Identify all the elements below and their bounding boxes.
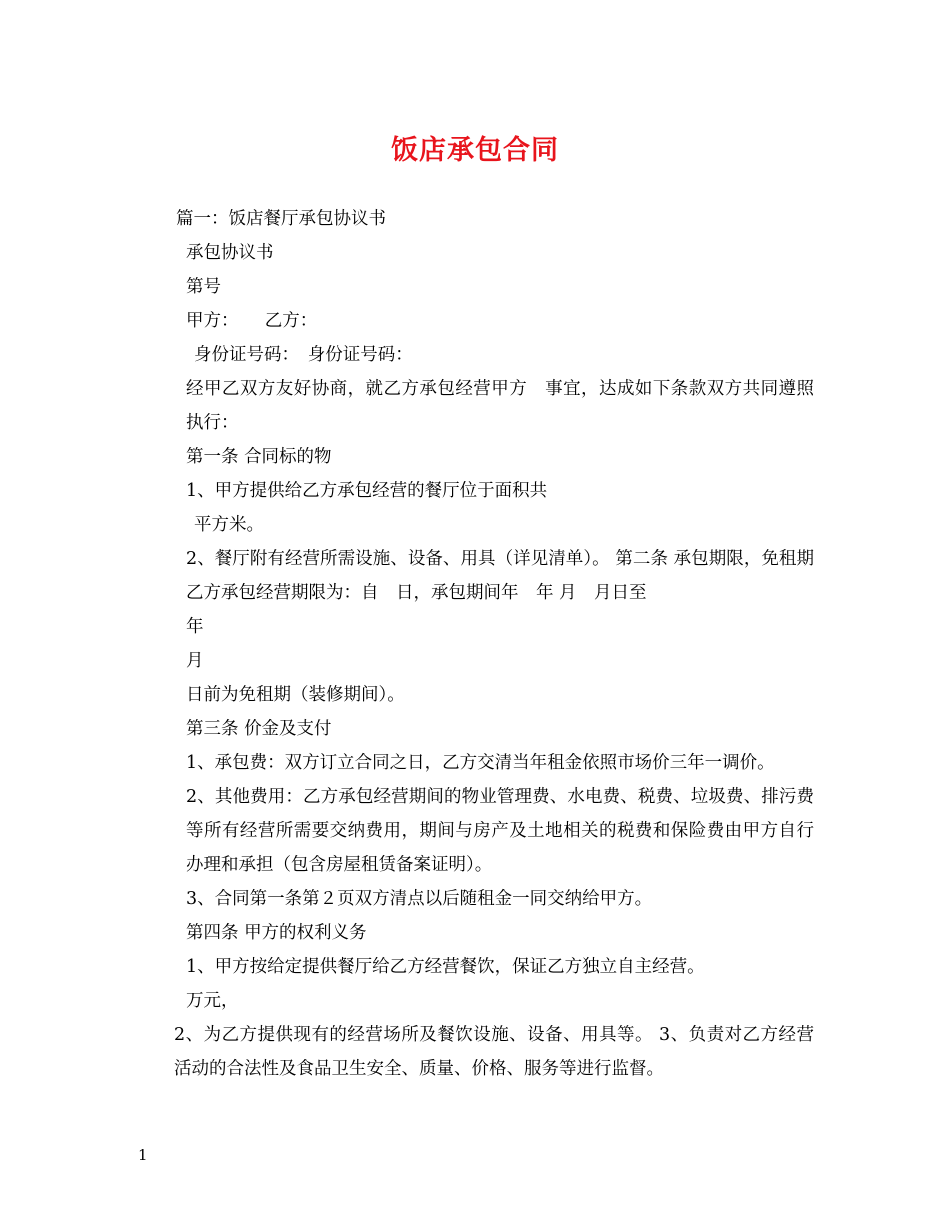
- page-number: 1: [138, 1146, 148, 1164]
- clause: 3、合同第一条第２页双方清点以后随租金一同交纳给甲方。: [186, 889, 653, 909]
- clause: 1、甲方按给定提供餐厅给乙方经营餐饮，保证乙方独立自主经营。: [186, 957, 705, 977]
- clause: 1、承包费：双方订立合同之日，乙方交清当年租金依照市场价三年一调价。: [186, 753, 775, 773]
- section-heading: 篇一：饭店餐厅承包协议书: [176, 209, 386, 229]
- document-body: [138, 202, 814, 1086]
- paragraph: 万元，: [186, 991, 239, 1011]
- paragraph: 承包协议书: [186, 243, 274, 263]
- paragraph: 月: [186, 651, 204, 671]
- clause: 2、其他费用：乙方承包经营期间的物业管理费、水电费、税费、垃圾费、排污费等所有经营所需要交纳费用，期间与房产及土地相关的税费和保险费由甲方自行办理和承担（包含房屋租赁备案证明）。: [186, 787, 814, 875]
- clause: 2、餐厅附有经营所需设施、设备、用具（详见清单）。 第二条 承包期限，免租期 乙方承包经营期限为：自 日，承包期间年 年 月 月日至: [186, 549, 814, 603]
- clause: 平方米。: [194, 515, 264, 535]
- clause: 1、甲方提供给乙方承包经营的餐厅位于面积共: [186, 481, 548, 501]
- paragraph: 日前为免租期（装修期间）。: [186, 685, 405, 705]
- paragraph: 第号: [186, 277, 221, 297]
- document-title: 饭店承包合同: [391, 135, 559, 166]
- article-heading: 第三条 价金及支付: [186, 719, 332, 739]
- clause: 2、为乙方提供现有的经营场所及餐饮设施、设备、用具等。 3、负责对乙方经营活动的合法性及食品卫生安全、质量、价格、服务等进行监督。: [174, 1025, 814, 1079]
- article-heading: 第一条 合同标的物: [186, 447, 332, 467]
- paragraph: 年: [186, 617, 204, 637]
- party-line: 甲方： 乙方：: [186, 311, 318, 331]
- article-heading: 第四条 甲方的权利义务: [186, 923, 367, 943]
- paragraph: 经甲乙双方友好协商，就乙方承包经营甲方 事宜，达成如下条款双方共同遵照执行：: [186, 379, 814, 433]
- id-number-line: 身份证号码： 身份证号码：: [194, 345, 413, 365]
